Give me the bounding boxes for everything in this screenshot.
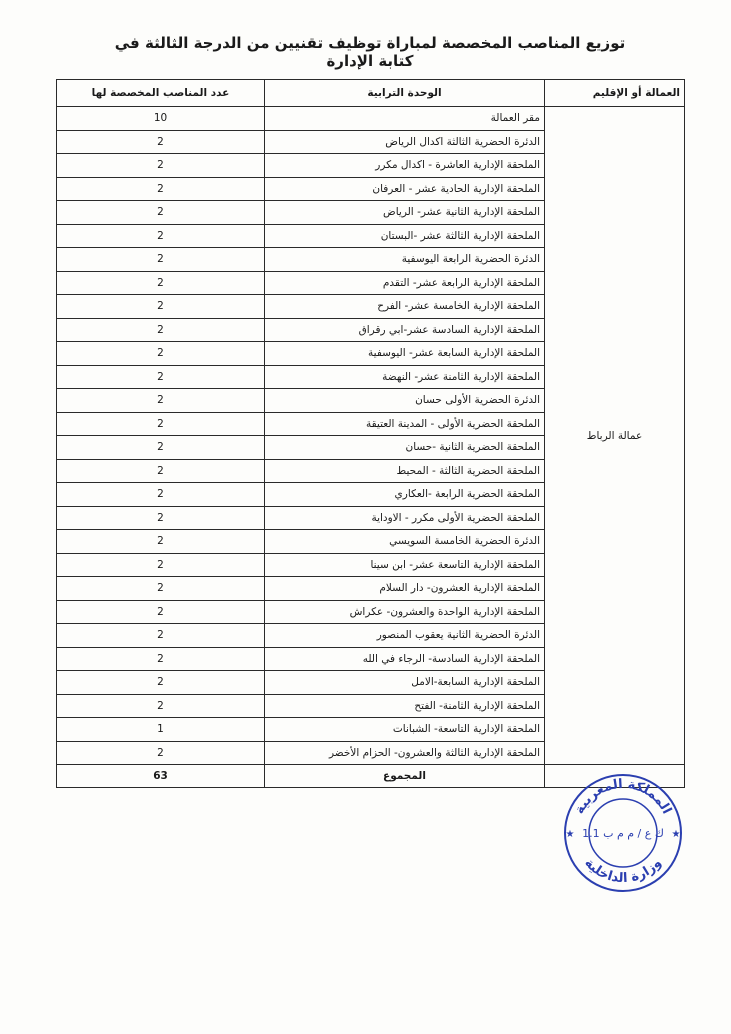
unit-cell: مقر العمالة xyxy=(265,107,545,131)
count-cell: 2 xyxy=(57,177,265,201)
unit-cell: الملحقة الإدارية الثالثة والعشرون- الحزام الأخضر xyxy=(265,741,545,765)
table-header-row xyxy=(57,80,685,107)
count-cell: 2 xyxy=(57,342,265,366)
count-cell: 2 xyxy=(57,530,265,554)
count-cell: 2 xyxy=(57,577,265,601)
count-cell: 2 xyxy=(57,600,265,624)
count-cell: 2 xyxy=(57,741,265,765)
count-cell: 2 xyxy=(57,318,265,342)
unit-cell: الملحقة الحضرية الثالثة - المحيط xyxy=(265,459,545,483)
unit-cell: الملحقة الحضرية الرابعة -العكاري xyxy=(265,483,545,507)
table-body xyxy=(57,107,685,788)
ministry-stamp xyxy=(560,770,686,896)
count-cell: 2 xyxy=(57,412,265,436)
province-cell: عمالة الرباط xyxy=(545,107,685,765)
unit-cell: الدئرة الحضرية الثالثة اكدال الرياض xyxy=(265,130,545,154)
header-count: عدد المناصب المخصصة لها xyxy=(57,80,265,107)
page-title: توزيع المناصب المخصصة لمباراة توظيف تقنيين من الدرجة الثالثة في كتابة الإدارة xyxy=(114,34,626,70)
total-label: المجموع xyxy=(265,765,545,788)
count-cell: 2 xyxy=(57,436,265,460)
count-cell: 2 xyxy=(57,130,265,154)
unit-cell: الملحقة الإدارية العشرون- دار السلام xyxy=(265,577,545,601)
count-cell: 2 xyxy=(57,154,265,178)
unit-cell: الملحقة الإدارية الثامنة- الفتح xyxy=(265,694,545,718)
count-cell: 2 xyxy=(57,248,265,272)
header-province: العمالة أو الإقليم xyxy=(545,80,685,107)
count-cell: 2 xyxy=(57,271,265,295)
count-cell: 2 xyxy=(57,694,265,718)
count-cell: 2 xyxy=(57,365,265,389)
unit-cell: الملحقة الإدارية العاشرة - اكدال مكرر xyxy=(265,154,545,178)
unit-cell: الملحقة الحضرية الأولى مكرر - الاوداية xyxy=(265,506,545,530)
unit-cell: الدئرة الحضرية الخامسة السويسي xyxy=(265,530,545,554)
unit-cell: الدئرة الحضرية الثانية يعقوب المنصور xyxy=(265,624,545,648)
allocation-table xyxy=(56,79,685,788)
count-cell: 2 xyxy=(57,647,265,671)
stamp-star-icon: ★ xyxy=(671,829,681,840)
unit-cell: الملحقة الحضرية الثانية -حسان xyxy=(265,436,545,460)
unit-cell: الملحقة الإدارية الثامنة عشر- النهضة xyxy=(265,365,545,389)
count-cell: 2 xyxy=(57,224,265,248)
count-cell: 2 xyxy=(57,624,265,648)
count-cell: 1 xyxy=(57,718,265,742)
count-cell: 2 xyxy=(57,201,265,225)
unit-cell: الدئرة الحضرية الأولى حسان xyxy=(265,389,545,413)
unit-cell: الملحقة الإدارية الحادية عشر - العرفان xyxy=(265,177,545,201)
unit-cell: الملحقة الإدارية الرابعة عشر- التقدم xyxy=(265,271,545,295)
count-cell: 2 xyxy=(57,295,265,319)
count-cell: 2 xyxy=(57,553,265,577)
unit-cell: الملحقة الإدارية السابعة عشر- اليوسفية xyxy=(265,342,545,366)
count-cell: 2 xyxy=(57,506,265,530)
count-cell: 2 xyxy=(57,459,265,483)
unit-cell: الملحقة الإدارية السادسة عشر-ابي رقراق xyxy=(265,318,545,342)
unit-cell: الملحقة الإدارية السادسة- الرجاء في الله xyxy=(265,647,545,671)
unit-cell: الملحقة الحضرية الأولى - المدينة العتيقة xyxy=(265,412,545,436)
count-cell: 2 xyxy=(57,389,265,413)
stamp-star-icon: ★ xyxy=(565,829,575,840)
stamp-bottom-text: وزارة الداخلية xyxy=(581,855,665,887)
svg-text:المملكة المغربية xyxy=(572,777,674,817)
stamp-center-text: ك ع / م م ب 1.1 xyxy=(582,827,664,840)
stamp-top-text: المملكة المغربية xyxy=(572,776,675,817)
header-unit: الوحدة الترابية xyxy=(265,80,545,107)
unit-cell: الملحقة الإدارية الخامسة عشر- الفرح xyxy=(265,295,545,319)
svg-text:وزارة الداخلية xyxy=(581,856,664,886)
table-row xyxy=(57,107,685,131)
total-value: 63 xyxy=(57,765,265,788)
count-cell: 2 xyxy=(57,671,265,695)
unit-cell: الملحقة الإدارية الثالثة عشر -البستان xyxy=(265,224,545,248)
unit-cell: الملحقة الإدارية الثانية عشر- الرياض xyxy=(265,201,545,225)
unit-cell: الملحقة الإدارية التاسعة عشر- ابن سينا xyxy=(265,553,545,577)
unit-cell: الملحقة الإدارية السابعة-الامل xyxy=(265,671,545,695)
unit-cell: الملحقة الإدارية التاسعة- الشبانات xyxy=(265,718,545,742)
unit-cell: الدئرة الحضرية الرابعة اليوسفية xyxy=(265,248,545,272)
count-cell: 2 xyxy=(57,483,265,507)
count-cell: 10 xyxy=(57,107,265,131)
unit-cell: الملحقة الإدارية الواحدة والعشرون- عكراش xyxy=(265,600,545,624)
